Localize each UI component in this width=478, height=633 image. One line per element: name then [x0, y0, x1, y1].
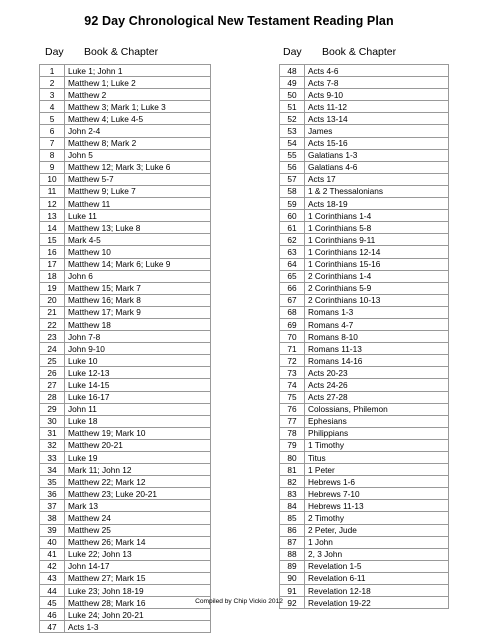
- book-chapter: Matthew 9; Luke 7: [65, 185, 211, 197]
- day-number: 41: [40, 548, 65, 560]
- book-chapter: Matthew 23; Luke 20-21: [65, 488, 211, 500]
- day-number: 75: [280, 391, 305, 403]
- left-table-row: [40, 282, 211, 294]
- day-number: 52: [280, 113, 305, 125]
- day-number: 76: [280, 403, 305, 415]
- right-table-row: [280, 391, 449, 403]
- day-number: 70: [280, 331, 305, 343]
- day-number: 49: [280, 77, 305, 89]
- book-chapter: Acts 18-19: [305, 198, 449, 210]
- book-chapter: John 11: [65, 403, 211, 415]
- day-number: 38: [40, 512, 65, 524]
- right-table-row: [280, 585, 449, 597]
- right-table-row: [280, 331, 449, 343]
- right-table-row: [280, 294, 449, 306]
- day-number: 23: [40, 331, 65, 343]
- book-chapter: Matthew 13; Luke 8: [65, 222, 211, 234]
- day-number: 25: [40, 355, 65, 367]
- book-chapter: Matthew 26; Mark 14: [65, 536, 211, 548]
- book-chapter: 1 Corinthians 15-16: [305, 258, 449, 270]
- right-table-row: [280, 512, 449, 524]
- day-number: 61: [280, 222, 305, 234]
- book-chapter: 1 Corinthians 9-11: [305, 234, 449, 246]
- compiled-by-footer: Compiled by Chip Vickio 2012: [195, 598, 283, 605]
- left-table-row: [40, 512, 211, 524]
- day-number: 89: [280, 560, 305, 572]
- book-chapter: Revelation 12-18: [305, 585, 449, 597]
- day-number: 63: [280, 246, 305, 258]
- book-chapter: Romans 14-16: [305, 355, 449, 367]
- book-chapter: 1 Timothy: [305, 439, 449, 451]
- right-table-row: [280, 488, 449, 500]
- book-chapter: Acts 4-6: [305, 65, 449, 77]
- right-table-row: [280, 125, 449, 137]
- day-number: 50: [280, 89, 305, 101]
- left-table-row: [40, 173, 211, 185]
- left-table-row: [40, 222, 211, 234]
- book-chapter: 2 Peter, Jude: [305, 524, 449, 536]
- left-table-row: [40, 101, 211, 113]
- book-chapter: Matthew 11: [65, 198, 211, 210]
- book-chapter: Luke 16-17: [65, 391, 211, 403]
- day-number: 47: [40, 621, 65, 633]
- left-table-row: [40, 560, 211, 572]
- book-chapter: Luke 14-15: [65, 379, 211, 391]
- day-number: 1: [40, 65, 65, 77]
- day-number: 87: [280, 536, 305, 548]
- day-number: 8: [40, 149, 65, 161]
- book-chapter: Matthew 19; Mark 10: [65, 427, 211, 439]
- left-table-row: [40, 258, 211, 270]
- book-chapter: Matthew 17; Mark 9: [65, 306, 211, 318]
- day-number: 18: [40, 270, 65, 282]
- right-table-row: [280, 185, 449, 197]
- left-table-row: [40, 210, 211, 222]
- page-title: 92 Day Chronological New Testament Reading Plan: [84, 14, 394, 28]
- day-number: 74: [280, 379, 305, 391]
- right-table-row: [280, 367, 449, 379]
- day-number: 57: [280, 173, 305, 185]
- left-table-row: [40, 488, 211, 500]
- right-table-row: [280, 149, 449, 161]
- day-number: 78: [280, 427, 305, 439]
- day-number: 53: [280, 125, 305, 137]
- left-table-row: [40, 524, 211, 536]
- right-reading-table: [279, 64, 449, 609]
- book-chapter: Revelation 19-22: [305, 597, 449, 609]
- day-number: 45: [40, 597, 65, 609]
- book-chapter: 2 Corinthians 1-4: [305, 270, 449, 282]
- right-table-row: [280, 101, 449, 113]
- day-number: 60: [280, 210, 305, 222]
- left-table-row: [40, 536, 211, 548]
- book-chapter: Luke 12-13: [65, 367, 211, 379]
- right-table-row: [280, 427, 449, 439]
- right-book-header: Book & Chapter: [322, 46, 397, 58]
- book-chapter: Matthew 3; Mark 1; Luke 3: [65, 101, 211, 113]
- day-number: 43: [40, 572, 65, 584]
- day-number: 79: [280, 439, 305, 451]
- day-number: 90: [280, 572, 305, 584]
- day-number: 17: [40, 258, 65, 270]
- book-chapter: Matthew 18: [65, 318, 211, 330]
- book-chapter: Romans 8-10: [305, 331, 449, 343]
- day-number: 91: [280, 585, 305, 597]
- left-table-row: [40, 113, 211, 125]
- book-chapter: Matthew 8; Mark 2: [65, 137, 211, 149]
- book-chapter: Hebrews 1-6: [305, 476, 449, 488]
- day-number: 36: [40, 488, 65, 500]
- day-number: 29: [40, 403, 65, 415]
- book-chapter: Acts 15-16: [305, 137, 449, 149]
- book-chapter: 2 Timothy: [305, 512, 449, 524]
- day-number: 2: [40, 77, 65, 89]
- day-number: 48: [280, 65, 305, 77]
- day-number: 34: [40, 464, 65, 476]
- book-chapter: Acts 27-28: [305, 391, 449, 403]
- book-chapter: John 9-10: [65, 343, 211, 355]
- left-table-row: [40, 198, 211, 210]
- book-chapter: Romans 1-3: [305, 306, 449, 318]
- left-table-row: [40, 149, 211, 161]
- left-table-row: [40, 403, 211, 415]
- book-chapter: Matthew 16; Mark 8: [65, 294, 211, 306]
- day-number: 30: [40, 415, 65, 427]
- right-table-row: [280, 572, 449, 584]
- day-number: 13: [40, 210, 65, 222]
- day-number: 55: [280, 149, 305, 161]
- right-table-row: [280, 439, 449, 451]
- day-number: 83: [280, 488, 305, 500]
- left-book-header: Book & Chapter: [84, 46, 159, 58]
- day-number: 84: [280, 500, 305, 512]
- right-table-row: [280, 210, 449, 222]
- book-chapter: James: [305, 125, 449, 137]
- day-number: 15: [40, 234, 65, 246]
- left-table-row: [40, 331, 211, 343]
- book-chapter: Matthew 5-7: [65, 173, 211, 185]
- right-day-header: Day: [283, 46, 302, 58]
- day-number: 73: [280, 367, 305, 379]
- left-table-row: [40, 464, 211, 476]
- left-table-row: [40, 415, 211, 427]
- right-table-row: [280, 415, 449, 427]
- day-number: 6: [40, 125, 65, 137]
- right-table-row: [280, 403, 449, 415]
- day-number: 72: [280, 355, 305, 367]
- book-chapter: Titus: [305, 452, 449, 464]
- left-table-row: [40, 318, 211, 330]
- left-table-row: [40, 77, 211, 89]
- day-number: 31: [40, 427, 65, 439]
- left-table-row: [40, 609, 211, 621]
- day-number: 56: [280, 161, 305, 173]
- book-chapter: John 14-17: [65, 560, 211, 572]
- day-number: 59: [280, 198, 305, 210]
- left-table-row: [40, 391, 211, 403]
- book-chapter: John 7-8: [65, 331, 211, 343]
- right-table-row: [280, 379, 449, 391]
- left-table-row: [40, 367, 211, 379]
- book-chapter: Matthew 20-21: [65, 439, 211, 451]
- left-table-row: [40, 89, 211, 101]
- left-table-row: [40, 343, 211, 355]
- book-chapter: 2 Corinthians 5-9: [305, 282, 449, 294]
- book-chapter: 1 Peter: [305, 464, 449, 476]
- day-number: 66: [280, 282, 305, 294]
- day-number: 4: [40, 101, 65, 113]
- day-number: 14: [40, 222, 65, 234]
- day-number: 7: [40, 137, 65, 149]
- right-table-row: [280, 113, 449, 125]
- book-chapter: Acts 24-26: [305, 379, 449, 391]
- right-table-row: [280, 355, 449, 367]
- day-number: 39: [40, 524, 65, 536]
- left-table-row: [40, 572, 211, 584]
- right-table-row: [280, 198, 449, 210]
- book-chapter: 1 John: [305, 536, 449, 548]
- left-table-row: [40, 161, 211, 173]
- book-chapter: 2, 3 John: [305, 548, 449, 560]
- book-chapter: Matthew 25: [65, 524, 211, 536]
- left-day-header: Day: [45, 46, 64, 58]
- right-table-row: [280, 548, 449, 560]
- day-number: 10: [40, 173, 65, 185]
- left-table-row: [40, 355, 211, 367]
- day-number: 85: [280, 512, 305, 524]
- day-number: 3: [40, 89, 65, 101]
- right-table-row: [280, 282, 449, 294]
- book-chapter: Luke 1; John 1: [65, 65, 211, 77]
- left-table-row: [40, 125, 211, 137]
- book-chapter: Luke 22; John 13: [65, 548, 211, 560]
- day-number: 67: [280, 294, 305, 306]
- right-table-row: [280, 306, 449, 318]
- right-table-row: [280, 234, 449, 246]
- book-chapter: 2 Corinthians 10-13: [305, 294, 449, 306]
- book-chapter: Matthew 4; Luke 4-5: [65, 113, 211, 125]
- right-table-row: [280, 173, 449, 185]
- book-chapter: 1 Corinthians 5-8: [305, 222, 449, 234]
- book-chapter: Galatians 4-6: [305, 161, 449, 173]
- right-table-row: [280, 476, 449, 488]
- right-table-row: [280, 77, 449, 89]
- right-table-row: [280, 246, 449, 258]
- book-chapter: 1 & 2 Thessalonians: [305, 185, 449, 197]
- day-number: 40: [40, 536, 65, 548]
- right-table-row: [280, 560, 449, 572]
- book-chapter: Luke 24; John 20-21: [65, 609, 211, 621]
- book-chapter: John 2-4: [65, 125, 211, 137]
- left-table-row: [40, 500, 211, 512]
- book-chapter: Acts 17: [305, 173, 449, 185]
- right-table-row: [280, 161, 449, 173]
- left-table-row: [40, 65, 211, 77]
- book-chapter: Philippians: [305, 427, 449, 439]
- day-number: 21: [40, 306, 65, 318]
- right-table-row: [280, 464, 449, 476]
- day-number: 20: [40, 294, 65, 306]
- right-table-row: [280, 270, 449, 282]
- day-number: 92: [280, 597, 305, 609]
- right-table-row: [280, 524, 449, 536]
- left-table-row: [40, 270, 211, 282]
- left-reading-table: [39, 64, 211, 633]
- day-number: 26: [40, 367, 65, 379]
- right-table-row: [280, 137, 449, 149]
- book-chapter: Hebrews 11-13: [305, 500, 449, 512]
- book-chapter: Matthew 1; Luke 2: [65, 77, 211, 89]
- book-chapter: Luke 18: [65, 415, 211, 427]
- day-number: 24: [40, 343, 65, 355]
- book-chapter: Acts 13-14: [305, 113, 449, 125]
- book-chapter: Acts 7-8: [305, 77, 449, 89]
- book-chapter: Matthew 10: [65, 246, 211, 258]
- right-table-row: [280, 536, 449, 548]
- book-chapter: Matthew 27; Mark 15: [65, 572, 211, 584]
- left-table-row: [40, 439, 211, 451]
- book-chapter: Revelation 6-11: [305, 572, 449, 584]
- book-chapter: John 6: [65, 270, 211, 282]
- book-chapter: Hebrews 7-10: [305, 488, 449, 500]
- left-table-row: [40, 476, 211, 488]
- book-chapter: 1 Corinthians 12-14: [305, 246, 449, 258]
- day-number: 81: [280, 464, 305, 476]
- day-number: 46: [40, 609, 65, 621]
- day-number: 32: [40, 439, 65, 451]
- day-number: 12: [40, 198, 65, 210]
- day-number: 35: [40, 476, 65, 488]
- right-table-row: [280, 452, 449, 464]
- left-table-row: [40, 621, 211, 633]
- day-number: 16: [40, 246, 65, 258]
- day-number: 71: [280, 343, 305, 355]
- left-table-row: [40, 185, 211, 197]
- right-table-row: [280, 65, 449, 77]
- book-chapter: Acts 11-12: [305, 101, 449, 113]
- book-chapter: Ephesians: [305, 415, 449, 427]
- right-table-row: [280, 500, 449, 512]
- day-number: 65: [280, 270, 305, 282]
- right-table-row: [280, 222, 449, 234]
- day-number: 68: [280, 306, 305, 318]
- book-chapter: Matthew 14; Mark 6; Luke 9: [65, 258, 211, 270]
- book-chapter: Romans 11-13: [305, 343, 449, 355]
- book-chapter: Mark 11; John 12: [65, 464, 211, 476]
- book-chapter: Matthew 2: [65, 89, 211, 101]
- day-number: 33: [40, 452, 65, 464]
- day-number: 11: [40, 185, 65, 197]
- left-table-row: [40, 306, 211, 318]
- day-number: 9: [40, 161, 65, 173]
- day-number: 82: [280, 476, 305, 488]
- left-table-row: [40, 427, 211, 439]
- book-chapter: Revelation 1-5: [305, 560, 449, 572]
- day-number: 69: [280, 318, 305, 330]
- book-chapter: Luke 10: [65, 355, 211, 367]
- right-table-row: [280, 258, 449, 270]
- day-number: 62: [280, 234, 305, 246]
- book-chapter: Luke 23; John 18-19: [65, 585, 211, 597]
- day-number: 27: [40, 379, 65, 391]
- day-number: 28: [40, 391, 65, 403]
- book-chapter: Matthew 24: [65, 512, 211, 524]
- left-table-row: [40, 452, 211, 464]
- day-number: 5: [40, 113, 65, 125]
- book-chapter: Acts 9-10: [305, 89, 449, 101]
- day-number: 19: [40, 282, 65, 294]
- left-table-row: [40, 246, 211, 258]
- book-chapter: Mark 13: [65, 500, 211, 512]
- left-table-row: [40, 379, 211, 391]
- book-chapter: Matthew 22; Mark 12: [65, 476, 211, 488]
- right-table-row: [280, 89, 449, 101]
- book-chapter: Matthew 15; Mark 7: [65, 282, 211, 294]
- book-chapter: John 5: [65, 149, 211, 161]
- left-table-row: [40, 137, 211, 149]
- book-chapter: Acts 1-3: [65, 621, 211, 633]
- right-table-row: [280, 318, 449, 330]
- left-table-row: [40, 585, 211, 597]
- day-number: 77: [280, 415, 305, 427]
- left-table-row: [40, 548, 211, 560]
- day-number: 51: [280, 101, 305, 113]
- day-number: 54: [280, 137, 305, 149]
- book-chapter: Romans 4-7: [305, 318, 449, 330]
- left-table-row: [40, 294, 211, 306]
- book-chapter: Matthew 12; Mark 3; Luke 6: [65, 161, 211, 173]
- book-chapter: Galatians 1-3: [305, 149, 449, 161]
- book-chapter: 1 Corinthians 1-4: [305, 210, 449, 222]
- left-table-row: [40, 234, 211, 246]
- day-number: 37: [40, 500, 65, 512]
- book-chapter: Matthew 28; Mark 16: [65, 597, 211, 609]
- book-chapter: Mark 4-5: [65, 234, 211, 246]
- day-number: 80: [280, 452, 305, 464]
- day-number: 42: [40, 560, 65, 572]
- book-chapter: Acts 20-23: [305, 367, 449, 379]
- day-number: 22: [40, 318, 65, 330]
- day-number: 88: [280, 548, 305, 560]
- book-chapter: Colossians, Philemon: [305, 403, 449, 415]
- day-number: 64: [280, 258, 305, 270]
- book-chapter: Luke 11: [65, 210, 211, 222]
- right-table-row: [280, 343, 449, 355]
- day-number: 44: [40, 585, 65, 597]
- day-number: 58: [280, 185, 305, 197]
- book-chapter: Luke 19: [65, 452, 211, 464]
- day-number: 86: [280, 524, 305, 536]
